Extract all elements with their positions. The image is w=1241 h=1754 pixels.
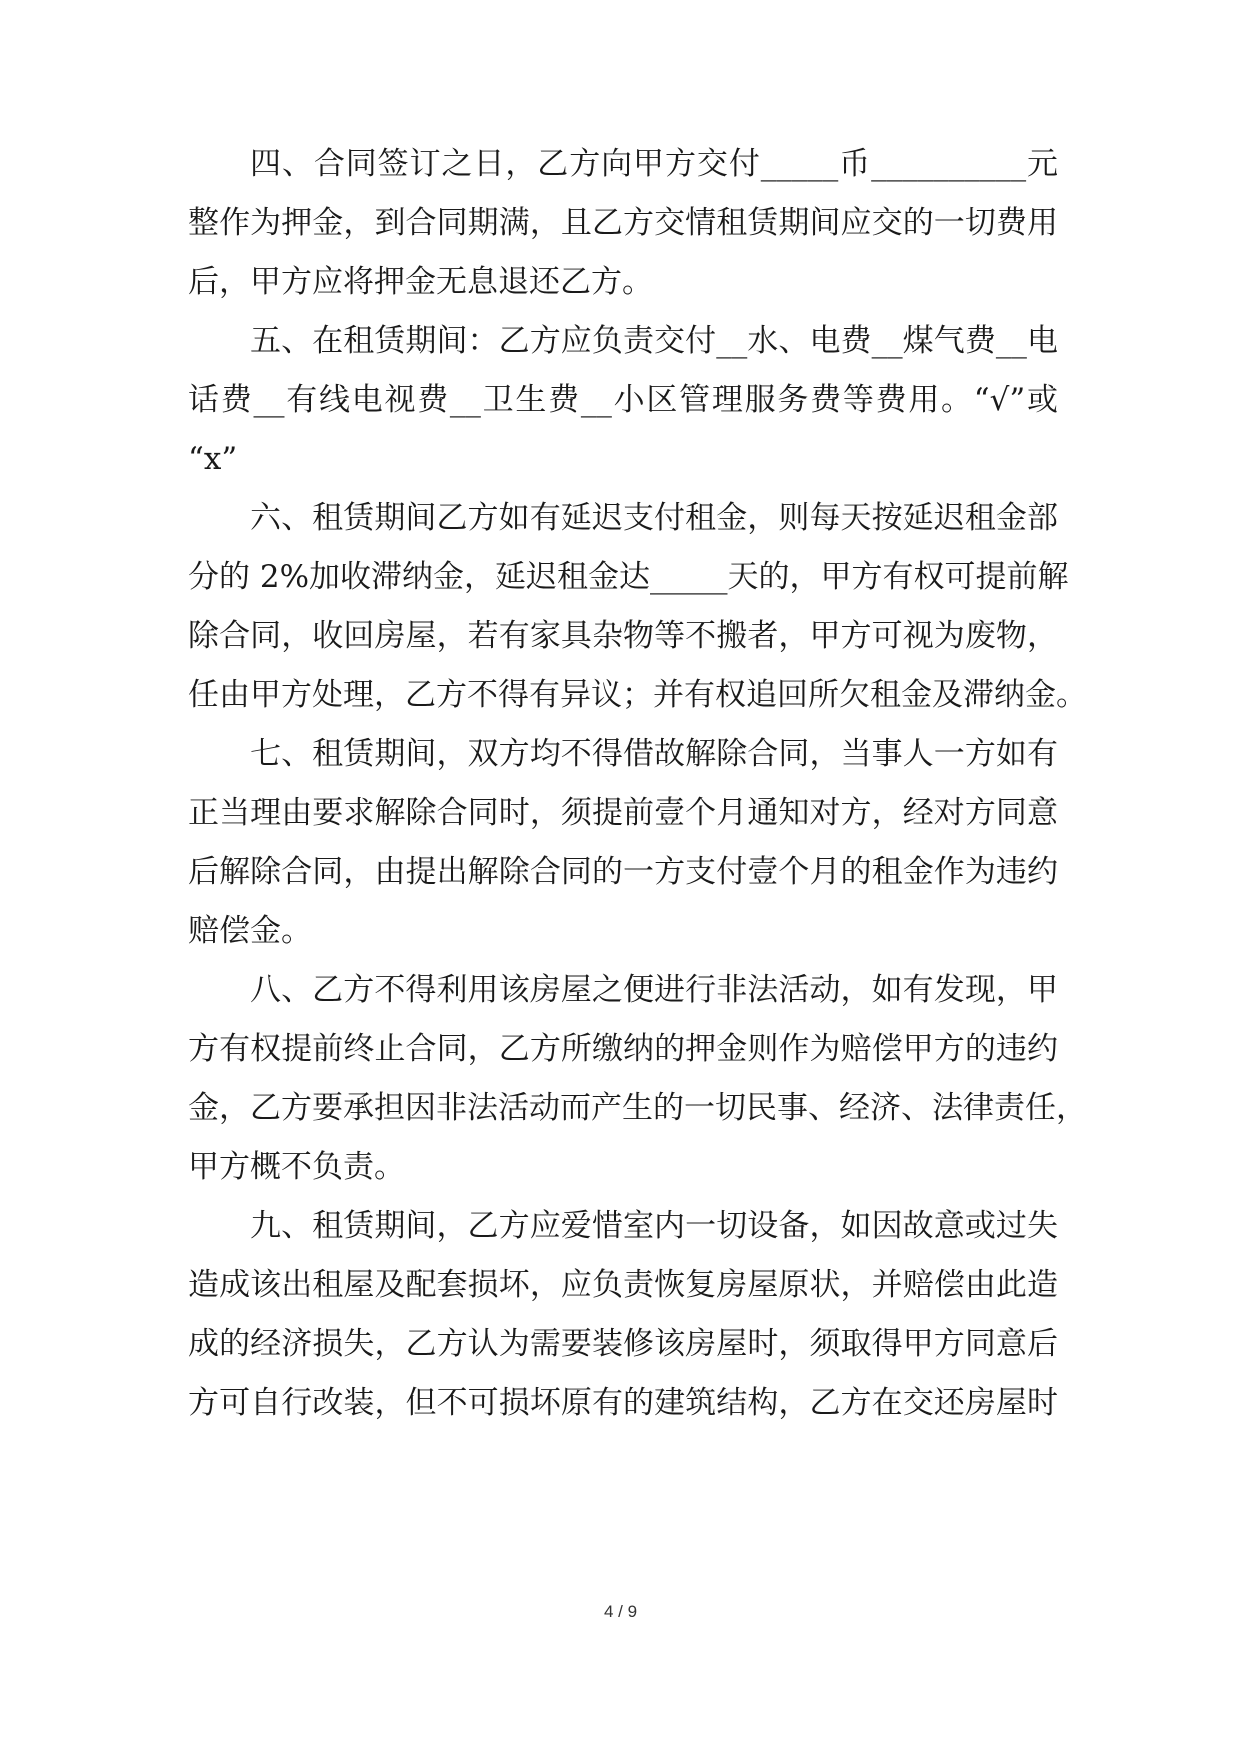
text-line: 甲方概不负责。 (188, 1149, 405, 1185)
text-line: 话费__有线电视费__卫生费__小区管理服务费等费用。“√”或 (188, 382, 1058, 418)
text-line: 正当理由要求解除合同时，须提前壹个月通知对方，经对方同意 (188, 795, 1058, 831)
text-line: 赔偿金。 (188, 913, 312, 949)
text-line: 方有权提前终止合同，乙方所缴纳的押金则作为赔偿甲方的违约 (188, 1031, 1058, 1067)
text-line: 任由甲方处理，乙方不得有异议；并有权追回所欠租金及滞纳金。 (188, 677, 1087, 713)
text-line: 后解除合同，由提出解除合同的一方支付壹个月的租金作为违约 (188, 854, 1058, 890)
text-line: 分的 2%加收滞纳金，延迟租金达_____天的，甲方有权可提前解 (188, 559, 1069, 595)
text-line: 五、在租赁期间：乙方应负责交付__水、电费__煤气费__电 (250, 323, 1058, 359)
text-line: 整作为押金，到合同期满，且乙方交情租赁期间应交的一切费用 (188, 205, 1058, 241)
text-line: 成的经济损失，乙方认为需要装修该房屋时，须取得甲方同意后 (188, 1326, 1058, 1362)
text-line: 八、乙方不得利用该房屋之便进行非法活动，如有发现，甲 (250, 972, 1058, 1008)
text-line: 造成该出租屋及配套损坏，应负责恢复房屋原状，并赔偿由此造 (188, 1267, 1058, 1303)
text-line: 金，乙方要承担因非法活动而产生的一切民事、经济、法律责任， (188, 1090, 1087, 1126)
text-line: 除合同，收回房屋，若有家具杂物等不搬者，甲方可视为废物， (188, 618, 1058, 654)
text-line: 四、合同签订之日，乙方向甲方交付_____币__________元 (250, 146, 1058, 182)
text-line: 方可自行改装，但不可损坏原有的建筑结构，乙方在交还房屋时 (188, 1385, 1058, 1421)
text-line: 七、租赁期间，双方均不得借故解除合同，当事人一方如有 (250, 736, 1058, 772)
text-line: 后，甲方应将押金无息退还乙方。 (188, 264, 653, 300)
text-line: 六、租赁期间乙方如有延迟支付租金，则每天按延迟租金部 (250, 500, 1058, 536)
page-number: 4 / 9 (603, 1602, 638, 1621)
text-line: 九、租赁期间，乙方应爱惜室内一切设备，如因故意或过失 (250, 1208, 1058, 1244)
text-line: “x” (188, 441, 238, 477)
